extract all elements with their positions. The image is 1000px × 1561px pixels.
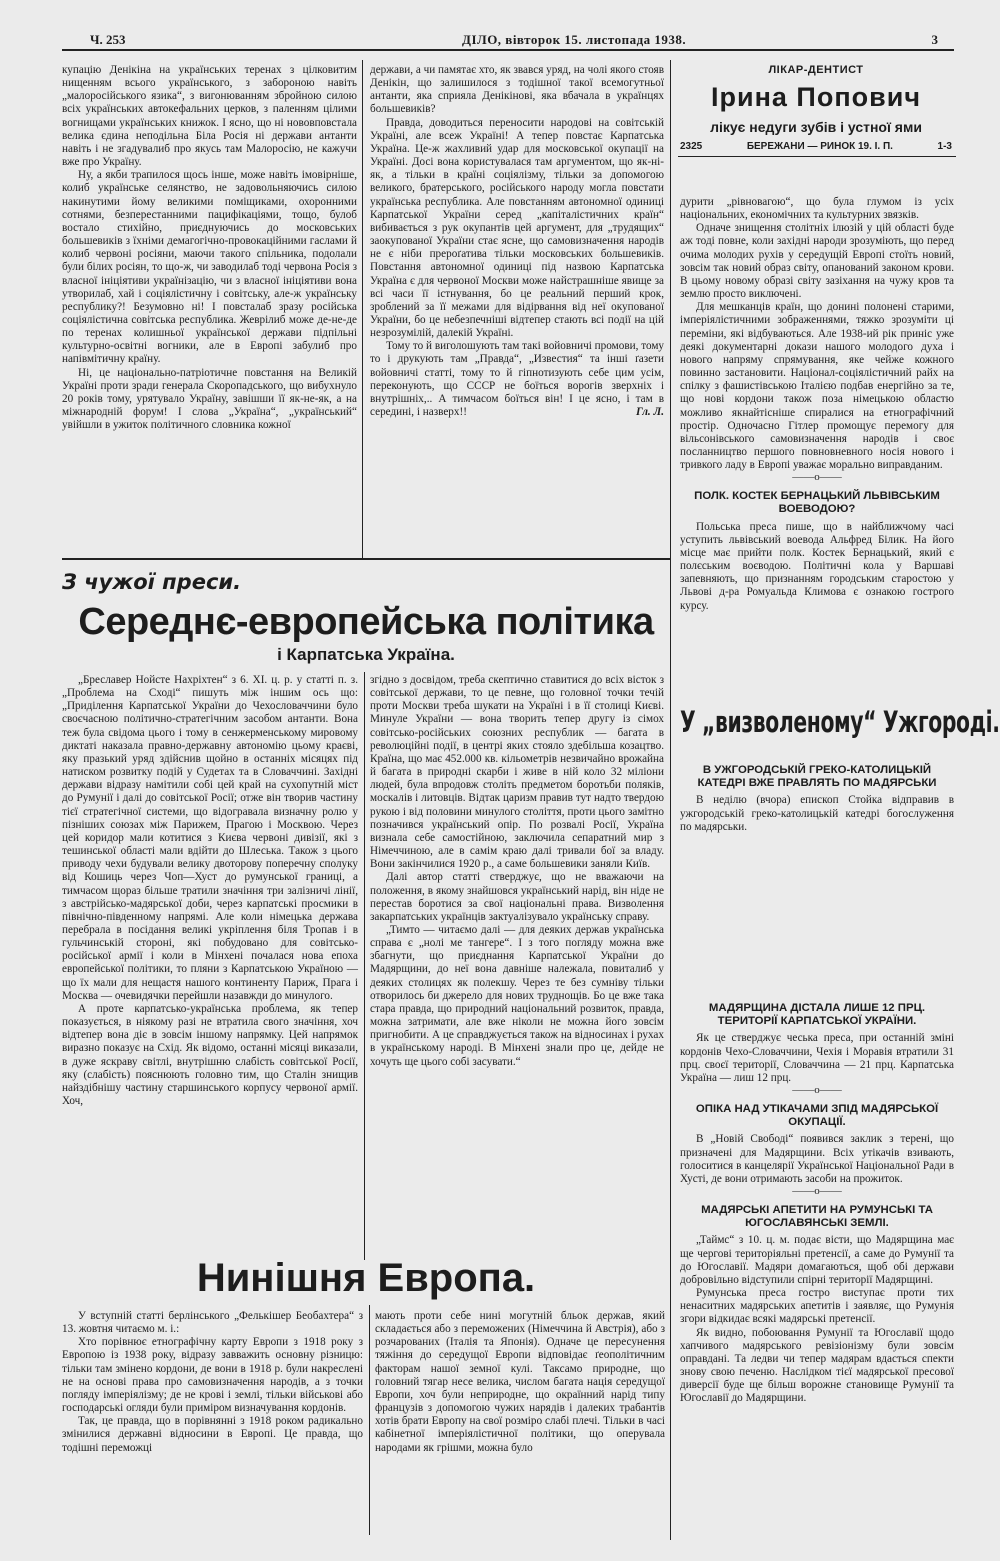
paragraph: У вступній статті берлінського „Фелькішер Беобахтера“ з 13. жовтня читаємо м. і.: <box>62 1310 363 1336</box>
separator: ——o—— <box>792 1084 842 1097</box>
foreign-press-column-1 <box>62 674 358 1108</box>
paragraph: „Бреславер Нойсте Нахріхтен“ з 6. XI. ц. р. у статті п. з. „Проблема на Сході“ пишуть між іншим ось що: „Приділення Карпатської України до Чехословаччини було своєчасною політично-стратегічним засобом антанти. Вона теж була свідома цього і тому в сенжерменському мировому диктаті наказала правно-державну автономію цьому краєві, яку празький уряд здійснив щойно в останніх місяцях під натиском розвитку подій у Судетах та в Словаччині. Західні держави відразу намітили собі цей край на сухопутній міст до Румунії і далі до совітської Росії; отже він творив частину тієї стратегічної системи, що відогравала визначну ролю у пізніших союзах між Парижем, Прагою і Москвою. Через цей коридор мали котитися з Києва червоні дивізії, які з тешинської області мали вдійти до Шлеська. Також з цього приводу чехи будували велику двоторову поперечну сполуку від Кошиць через Чоп—Хуст до румунської границі, а тимчасом щораз більше тратили значіння три залізничі лінії, з австрійсько-мадярської доби, через карпатські просмики в північно-південному напрямі. Але коли німецька держава перебрала в посідання великі укріплення біля Тропав і в гульчинській стороні, які побудовано для совітсько-російської армії і коли в Мінхені почалася нова епоха европейської політики, то пляни з Карпатською Україною — що їх мали для нещастя нашого континенту Париж, Прага і Москва — очевидячки перейшли назавжди до минулого. <box>62 674 358 1002</box>
apetyty-body: Як видно, побоювання Румунії та Югославії щодо хапчивого мадярського ревізіонізму були зовсім оправдані. Та ледви чи тепер мадярам вдасться спекти знову свою печеню. Наслідком тієї мадярської пресової диверсії буде ще більш ворожне становище Румунії та Югославії до Мадярщини. <box>680 1326 954 1405</box>
europe-column-2 <box>375 1310 665 1455</box>
right-column-continuation <box>680 196 954 613</box>
europe-column-1 <box>62 1310 363 1455</box>
paragraph: купацію Денікіна на українських теренах з цілковитим нищенням всього українського, з забороною навіть „малоросійського язика“, з вигонюванням збройною силою всіх українських автокефальних церков, з паленням цілими вогнищами українських книжок. І ясно, що ні нововповстала велика єдина неподільна Біла Росія ні держави антанти навіть і не згадувалиб про якусь там Малоросію, не кажучи вже про Україну. <box>62 64 357 169</box>
paragraph: Ну, а якби трапилося щось інше, може навіть імовірніше, колиб українське селянство, не задовольняючись силою накинутими йому великими поміщиками, охоронними сотнями, безперестанними пацифікаціями, тощо, булоб востало стихійно, приєднуючись до московських большевиків з їхніми демагогічно-провокаційними гаслами й колиб червоні росіяни, маючи такого спільника, подолали були білих росіян, то що-ж, чи заводилаб тоді червона Росія з власної ініціятиви українізацію, чи з власної ініціятиви вона утворилаб, хай і соціялістичну і совітську, але-ж українську республику?! Безумовно ні! І повсталаб зразу російська соціялістична совітська республика. Жеврілиб може де-не-де по теренах колишньої української держави підпільні культурно-освітні вогники, але в Европі забулиб про напівмітичну країну. <box>62 169 357 366</box>
section-kicker: З чужої преси. <box>62 570 242 594</box>
uzhhorod-body: В неділю (вчора) епископ Стойка відправив в ужгородській греко-католицькій катедрі богослуження по мадярськи. <box>680 794 954 833</box>
madyarshchyna-heading: МАДЯРЩИНА ДІСТАЛА ЛИШЕ 12 ПРЦ. ТЕРИТОРІЇ КАРПАТСЬКОЇ УКРАЇНИ. <box>708 1002 926 1028</box>
paragraph: Одначе знищення столітніх ілюзій у цій області буде аж тоді повне, коли західні народи зрозуміють, що перед очима молодих рухів у середущій Европі стоїть новий, зовсім так новий образ світу, опанований законом крови. В цьому новому образі світу зазіхання на чужу кров та землю просто виключені. <box>680 222 954 301</box>
ad-code: 2325 <box>680 141 703 152</box>
paragraph: Ні, це національно-патріотичне повстання на Великій Україні проти зради генерала Скоропадського, що вибухнуло 20 років тому, урятувало Україну, завішши її як-не-як, а на міжнародній форум! І слова „Україна“, „український“ увійшли в ужиток політичного словника кожної <box>62 366 357 432</box>
section-rule <box>62 558 670 560</box>
uzhhorod-article <box>680 764 954 834</box>
paragraph: Хто порівнює етнографічну карту Европи з 1918 року з Европою із 1938 року, відразу завважить основну різницю: тільки там змінено кордони, де вони в 1918 р. були накреслені не на основі права про самовизначення народів, а з точки погляду імперіялізму; де не крові і землі, тільки військові або господарські огляди були приміром визначування кордонів. <box>62 1336 363 1415</box>
ad-rule <box>678 156 956 157</box>
ad-name: Ірина Попович <box>711 82 921 112</box>
paragraph: Правда, доводиться переносити народові на совітській Україні, але всеж Україні! А тепер повстає Карпатська Україна. Це-ж жахливий удар для московської окупації на Україні. Досі вона користувалася там аргументом, що як-ні-як, а тільки в країні соціялізму, тільки за допомогою великого, братерського, російського народу могла повстати українська республика. Але повстанням автономної одиниці Карпатської України серед „капіталістичних країн“ вибивається з рук окупантів цей аргумент, для „трудящих“ заокупованої України стає ясне, що самовизначення народів не є ніби прероґатива тільки московських большевиків. Повстання автономної одиниці під назвою Карпатська Україна є для червоної Москви може найстрашніше явище за всі часи її істнування, бо це реальний перший крок, зроблений за її межами для відірвання від неї окупованої України, бо це небезпечніші відтепер стають всі події на цій незрозумілій, далекій Україні. <box>370 116 664 340</box>
top-article-column-1 <box>62 64 357 432</box>
kostek-body: Польська преса пише, що в найближчому часі уступить львівський воевода Альфред Білик. На його місце має прийти полк. Костек Бернацький, який є полєським воєводою. Політичні кола у Варшаві запевняють, що признанням городським старостою у Львові д-ра Ромуальда Климова є ознакою гострого курсу. <box>680 520 954 612</box>
separator: ——o—— <box>792 471 842 484</box>
apetyty-heading: МАДЯРСЬКІ АПЕТИТИ НА РУМУНСЬКІ ТА ЮГОСЛАВЯНСЬКІ ЗЕМЛІ. <box>701 1204 933 1230</box>
author-signature: Гл. Л. <box>636 406 664 419</box>
apetyty-body: „Таймс“ з 10. ц. м. подає вісти, що Мадярщина має ще чергові територіяльні претенсії, а саме до Румунії та до Югославії. Мадяри домагаються, щоб обі держави добровільно відступили спірні території Мадярщині. <box>680 1234 954 1286</box>
paragraph: Так, це правда, що в порівнянні з 1918 роком радикально змінилися державні відносини в Европі. Це правда, що тодішні переможці <box>62 1415 363 1454</box>
paragraph: А проте карпатсько-українська проблема, як тепер показується, в ніякому разі не втратила свого значіння, хоч відтепер вона діє в зовсім іншому напрямку. Цей напрямок виразно показує на Схід. Як відомо, останні місяці виказали, в дуже яскраву світлі, внутрішню слабість совітської Росії, яку (слабість) пояснюють головно тим, що Сталін знищив найздібнішу частину старшинського корпусу червоної армії. Хоч, <box>62 1002 358 1107</box>
paragraph: згідно з досвідом, треба скептично ставитися до всіх вісток з совітської держави, то це певне, що головної точки течій проти Москви треба шукати на Україні і в її столиці Києві. Минуле України — вона творить тепер другу із сімох совітсько-російських союзних республик — багата в революційні події, в центрі яких стояло здебільша козацтво. Країна, що має 452.000 кв. кільометрів незвичайно врожайна й багата в природні скарби і живе в ній коло 32 міліони людей, була впродовж століть предметом боротьби поляків, москалів і литовців. Відтак царизм правив тут надто твердою рукою і від половини минулого століття, проти цього замітно позначився український опір. По розвалі Росії, Україна визнала себе самостійною, заключила сепаратний мир з Німеччиною, але в самім краю далі тривали бої за владу. Вони закінчилися 1920 р., а саме большевики заняли Київ. <box>370 674 664 871</box>
column-divider <box>369 1305 370 1535</box>
newspaper-date: ДІЛО, вівторок 15. листопада 1938. <box>462 32 687 47</box>
column-divider <box>670 60 671 1540</box>
paragraph: дурити „рівновагою“, що була глумом із усіх національних, економічних та культурних звязків. <box>680 196 954 222</box>
paragraph: мають проти себе нині могутній бльок держав, який складається або з переможених (Німеччина й Австрія), або з розчарованих (Італія та Японія). Одначе це пересунення тяжіння до середущої Европи відповідає ґеополітичним факторам нашої земної кулі. Таксамо природне, що головний тягар несе велика, числом багата нація середущої Европи, хоч були неприродне, що окраїнний нарід типу французів з допомогою чужих нарядів і далеких трабантів хотів брати Европу на свої розміро слабі плечі. Тільки в часі кабінетної імперіялістичної політики, що оперувала народами як грішми, можна було <box>375 1310 665 1454</box>
uzhhorod-subheading: В УЖГОРОДСЬКІЙ ГРЕКО-КАТОЛИЦЬКІЙ КАТЕДРІ ВЖЕ ПРАВЛЯТЬ ПО МАДЯРСЬКИ <box>697 764 937 790</box>
masthead <box>62 32 952 50</box>
ad-tagline: лікує недуги зубів і устної ями <box>710 119 922 135</box>
kostek-heading: ПОЛК. КОСТЕК БЕРНАЦЬКИЙ ЛЬВІВСЬКИМ ВОЕВОДОЮ? <box>694 490 940 516</box>
opika-body: В „Новій Свободі“ появився заклик з терені, що призначені для Мадярщини. Всіх утікачів взивають, голоситися в канцелярії Української Національної Ради в Хусті, де вони отримають засоби на прожиток. <box>680 1133 954 1185</box>
uzhhorod-headline: У „визволеному“ Ужгороді. <box>680 705 1000 739</box>
masthead-rule <box>62 49 954 51</box>
issue-number: Ч. 253 <box>90 32 126 47</box>
paragraph: держави, а чи памятає хто, як звався уряд, на чолі якого стояв Денікін, що залишилося з тодішної такої всемогутньої антанти, яка сприяла Денікінові, яка вбачала в українцях большевиків? <box>370 64 664 116</box>
apetyty-body: Румунська преса гостро виступає проти тих ненаситних мадярських апетитів і заявляє, що Румунія згори відкидає всякі мадярські претенсії. <box>680 1287 954 1326</box>
column-divider <box>362 60 363 558</box>
paragraph: Для мешканців країн, що донині полонені старими, імперіялістичними зображеннями, тяжко зрозуміти ці переміни, які відбуваються. Але 1938-ий рік приніс уже деякі документарні докази нашого молодого духа і нового напряму спрямування, яке чейже кожного повинно застановити. Націонал-соціялістичний райх на спілку з фашистівською Італією подбав енергійно за те, що нові кордони також поза німецькою областю можливо якнайтісніше спиралися на етнографічний простір. Одночасно Гітлер промощує перемогу для вільсонівського самовизначення народів і своє посланництво першого повновневного носія нового і тривкого ладу в Европі уважає морально виправданим. <box>680 301 954 472</box>
page-number: 3 <box>931 32 938 47</box>
europe-headline: Нинішня Европа. <box>196 1256 536 1300</box>
lower-right-column <box>680 1002 954 1406</box>
madyarshchyna-body: Як це стверджує чеська преса, при останній зміні кордонів Чехо-Словаччини, Чехія і Моравія втратили 31 прц. своєї території, Словаччина — 21 прц. Карпатська Україна — лиш 12 прц. <box>680 1032 954 1084</box>
paragraph: Далі автор статті стверджує, що не вважаючи на положення, в якому знайшовся український нарід, він ніде не перестав боротися за свої національні права. Визволення закарпатських українців зактуалізувало українську справу. <box>370 871 664 923</box>
foreign-press-subheadline: і Карпатська Україна. <box>277 645 455 664</box>
opika-heading: ОПІКА НАД УТІКАЧАМИ ЗПІД МАДЯРСЬКОЇ ОКУПАЦІЇ. <box>695 1103 939 1129</box>
separator: ——o—— <box>792 1185 842 1198</box>
paragraph-text: Тому то й виголошують там такі войовничі промови, тому то і друкують там „Правда“, „Известия“ та інші ґазети войовничі статті, тому то й гіпнотизують себе цим усім, переконують, що СССР не боїться ворогів зверхніх і внутрішніх,.. А тимчасом боїться він! І це ясно, і там в середині, і назверх!! <box>370 340 664 419</box>
dentist-advertisement <box>678 60 954 155</box>
ad-title: ЛІКАР-ДЕНТИСТ <box>768 64 864 76</box>
column-divider <box>364 672 365 1260</box>
ad-address: БЕРЕЖАНИ — РИНОК 19. І. П. <box>746 141 893 152</box>
foreign-press-headline: Середнє-европейська політика <box>78 601 654 643</box>
ad-run: 1-3 <box>937 141 952 152</box>
foreign-press-column-2 <box>370 674 664 1069</box>
paragraph: „Тимто — читаємо далі — для деяких держав українська справа є „нолі ме тангере“. І з того погляду можна вже збагнути, що приєднання Карпатської України до Мадярщини, до неї вона давніше належала, повиталиб у деяких столицях як полекшу. Через те без сумніву тільки отворилось би джерело для нових труднощів. Бо це вже така стара правда, що природний національний розвиток, правда, можна затримати, але вже ніколи не можна його зовсім пригнобити. А це справджується також на відносинах і рухах в українському народі. В Мінхені знали про це, дейде не хочуть ще цього собі засувати.“ <box>370 923 664 1068</box>
top-article-column-2 <box>370 64 664 419</box>
paragraph <box>370 340 664 419</box>
